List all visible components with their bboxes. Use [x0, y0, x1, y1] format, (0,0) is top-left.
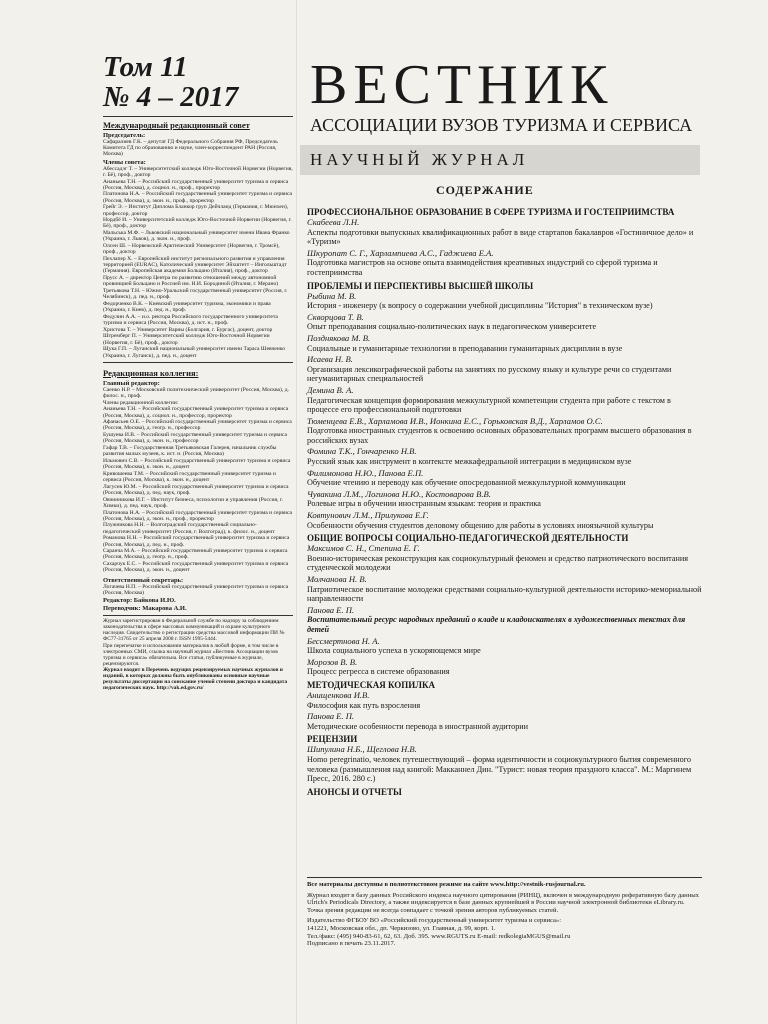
member-entry: Прусс А. – директор Центра по развитию отношений между автономной провинцией Больцано и Россией им. Н.И. Бородиной (Италия, г. Мерано): [103, 275, 279, 288]
toc-article-title: Подготовка магистров на основе опыта взаимодействия креативных индустрий со сферой туризма и гостеприимства: [307, 258, 658, 277]
member-entry: Ананьева Т.Н. – Российский государственный университет туризма и сервиса (Россия, Москва), д. социол. н., профессор, проректор: [103, 406, 289, 419]
member-entry: Платонова Н.А. – Российский государственный университет туризма и сервиса (Россия, Москва), д. экон. н., проф., проректор: [103, 191, 292, 204]
toc-article-title: Военно-историческая реконструкция как социокультурный феномен и средство патриотического воспитания студенческой молодежи: [307, 553, 688, 573]
publisher-line: Издательство ФГБОУ ВО «Российский государственный университет туризма и сервиса»:: [307, 917, 562, 925]
toc-article-title: Homo peregrinatio, человек путешествующий – форма идентичности и социокультурного бытия современного человека (размышления над книгой: Макканнел Дин. "Турист: новая теория праздного класса". М.: Маргинем Пресс, 2016. 280 с.): [307, 754, 692, 784]
member-entry: Абессадэг Т. – Университетский колледж Юго-Восточной Норвегии (Норвегия, г. Бё), проф., доктор: [103, 165, 293, 178]
toc-author: Скабеева Л.Н.: [307, 217, 360, 227]
chief-label: Главный редактор:: [103, 379, 160, 387]
toc-article-title: Особенности обучения студентов деловому общению для работы в условиях иноязычной культуры: [307, 520, 654, 530]
registration-block: [103, 615, 293, 691]
intl-council-list: [103, 166, 293, 359]
registration-text: Журнал зарегистрирован в Федеральной службе по надзору за соблюдением законодательства в сфере массовых коммуникаций и охране культурного наследия. Свидетельство о регистрации средства массовой информации ПИ № ФС77-31765 от 25 апреля 2008 г. ISSN 1995-5444.: [103, 618, 285, 642]
toc-author: Чувакина Л.М., Логинова Н.Ю., Костоварова В.В.: [307, 488, 491, 499]
member-entry: Романова Н.Н. – Российский государственный университет туризма и сервиса (Россия, Москва), д. пед. н., проф.: [103, 535, 290, 548]
toc-author: Панова Е. П.: [307, 604, 355, 615]
column-divider: [296, 0, 297, 1024]
secretary-label: Ответственный секретарь:: [103, 576, 184, 584]
toc-author: Позднякова М. В.: [307, 332, 371, 343]
member-entry: Кривошеева Т.М. – Российский государственный университет туризма и сервиса (Россия, Москва), к. экон. н., доцент: [103, 470, 276, 484]
phone-line: Тел./факс: (495) 940-83-61, 62, 63. Доб. 395. www.RGUTS.ru E-mail: redkolegiaMGUS@mail.ru: [307, 932, 571, 940]
toc-author: Максимов С. Н., Степина Е. Г.: [307, 543, 420, 554]
toc-section-title: ПРОБЛЕМЫ И ПЕРСПЕКТИВЫ ВЫСШЕЙ ШКОЛЫ: [307, 280, 534, 291]
toc-author: Шкуропат С. Г., Харлампиева А.С., Гаджиева Е.А.: [307, 247, 494, 258]
toc-author: Морозов В. В.: [307, 656, 358, 667]
toc-article-title: Воспитательный ресурс народных преданий о кладе и кладоискателях в художественных текстах для детей: [307, 615, 686, 634]
editorial-board-title: Редакционная коллегия:: [103, 367, 199, 378]
secretary-entry: Логачева Н.П. – Российский государственный университет туризма и сервиса (Россия, Москва): [103, 583, 289, 596]
member-entry: Ильмович С.В. – Российский государственный университет туризма и сервиса (Россия, Москва), к. экон. н., доцент: [103, 457, 291, 471]
member-entry: Саранча М.А. – Российский государственный университет туризма и сервиса (Россия, Москва), д. геогр. н., проф.: [103, 548, 288, 561]
toc-author: Скворцова Т. В.: [307, 311, 364, 322]
footer: [307, 873, 702, 948]
member-entry: Платонова Н.А. – Российский государственный университет туризма и сервиса (Россия, Москва), д. экон. н., проф., проректор: [103, 509, 292, 522]
vak-text: Журнал входит в Перечень ведущих рецензируемых научных журналов и изданий, в которых должны быть опубликованы основные научные результаты диссертации на соискание ученой степени доктора и кандидата педагогических наук. http://vak.ed.gov.ru/: [103, 667, 288, 691]
member-entry: Федулин А.А. – и.о. ректора Российского государственного университета туризма и сервиса (Россия, Москва), д. ист. н., проф.: [103, 313, 278, 326]
toc-article-title: Философия как путь взросления: [307, 700, 421, 710]
board-members-label: Члены редакционной коллегии:: [103, 399, 179, 406]
member-entry: Нордбё И. – Университетский колледж Юго-Восточной Норвегии (Норвегия, г. Бё), проф., доктор: [103, 217, 292, 230]
toc-author: Филимонова Н.Ю., Панова Е.П.: [307, 467, 424, 478]
divider: [103, 116, 293, 117]
toc-article-title: Процесс регресса в системе образования: [307, 667, 450, 677]
toc-article-title: Педагогическая концепция формирования межкультурной компетенции студента при работе с текстом в процессе его профессиональной подготовки: [307, 395, 671, 415]
toc-author: Шипулина Н.Б., Щеглова Н.В.: [307, 744, 417, 755]
editorial-board: [103, 362, 293, 612]
member-entry: Пехлапер Х. – Европейский институт регионального развития и управления территорией (EURAC), Католический университет Эйхштетт – Ингольштадт (Германия). Европейская академия Больцано (Италия), проф., доктор: [103, 255, 287, 275]
toc-author: Молчанова Н. В.: [307, 574, 367, 584]
toc-article-title: Патриотическое воспитание молодежи средствами социально-культурной деятельности историко-мемориальной направленности: [307, 584, 702, 604]
toc-author: Бессмертнова Н. А.: [307, 635, 380, 646]
divider: [307, 877, 702, 878]
toc-article-title: История - инженеру (к вопросу о содержании учебной дисциплины "История" в техническом вузе): [307, 301, 653, 311]
translator-line: Переводчик: Макарова А.И.: [103, 605, 187, 612]
contents-heading: СОДЕРЖАНИЕ: [436, 183, 534, 197]
table-of-contents: [307, 204, 702, 798]
members-label: Члены совета:: [103, 158, 146, 166]
toc-article-title: Социальные и гуманитарные технологии в преподавании гуманитарных дисциплин в вузе: [307, 343, 623, 353]
member-entry: Сахарчук Е.С. – Российский государственный университет туризма и сервиса (Россия, Москва), д. экон. н., доцент: [103, 561, 289, 574]
member-entry: Щука Г.П. – Луганский национальный университет имени Тараса Шевченко (Украина, г. Луганск), д. пед. н., доцент: [103, 346, 286, 359]
signed-line: Подписано в печать 23.11.2017.: [307, 940, 396, 948]
member-entry: Христова Т. – Университет Варны (Болгария, г. Бургас), доцент, доктор: [103, 326, 273, 333]
address-line: 141221, Московская обл., дп. Черкизово, ул. Главная, д. 99, корп. 1.: [307, 924, 496, 932]
toc-author: Исаева Н. В.: [307, 354, 353, 365]
member-entry: Федорченко В.К. – Киевский университет туризма, экономики и права (Украина, г. Киев), д. пед. н., проф.: [103, 300, 271, 314]
toc-section-title: АНОНСЫ И ОТЧЕТЫ: [307, 786, 402, 797]
member-entry: Мальська М.Ф. – Львовский национальный университет имени Ивана Франко (Украина, г. Львов), д. экон. н., проф.: [103, 230, 290, 243]
toc-section-title: ПРОФЕССИОНАЛЬНОЕ ОБРАЗОВАНИЕ В СФЕРЕ ТУРИЗМА И ГОСТЕПРИИМСТВА: [307, 207, 675, 217]
toc-article-title: Русский язык как инструмент в контексте межкафедральной интеграции в медицинском вузе: [307, 457, 632, 467]
toc-author: Анищенкова И.В.: [307, 689, 370, 700]
toc-article-title: Опыт преподавания социально-политических наук в педагогическом университете: [307, 322, 597, 332]
member-entry: Третьякова Т.Н. – Южно-Уральский государственный университет (Россия, г. Челябинск), д. пед. н., проф.: [103, 287, 288, 301]
member-entry: Гафар Т.В. – Государственная Третьяковская Галерея, начальник службы развития малых музеев, к. ист. н. (Россия, Москва): [103, 445, 277, 458]
indexing-note: Журнал входит в базу данных Российского индекса научного цитирования (РИНЦ), включен в международную реферативную базу данных Ulrich's Periodicals Directory, а также индексируется в базе данных крупнейшей в России научной электронной библиотеки eLibrary.ru. Точка зрения редакции не всегда совпадает с точкой зрения авторов публикуемых статей.: [307, 891, 699, 914]
volume-label: Том 11: [103, 51, 188, 83]
access-note: Все материалы доступны в полнотекстовом режиме на сайте www.http://vestnik-rusjournal.ru.: [307, 881, 586, 888]
journal-type: НАУЧНЫЙ ЖУРНАЛ: [310, 150, 529, 169]
editor-line: Редактор: Байкова И.Ю.: [103, 597, 176, 604]
toc-section-title: МЕТОДИЧЕСКАЯ КОПИЛКА: [307, 679, 436, 690]
member-entry: Афанасьев О.Е. – Российский государственный университет туризма и сервиса (Россия, Москва), д. геогр. н., профессор: [103, 419, 292, 432]
member-entry: Овчинникова И.Г. – Институт бизнеса, психологии и управления (Россия, г. Химки), д. пед. наук, проф.: [103, 496, 283, 509]
toc-article-title: Обучение чтению и переводу как обучение опосредованной межкультурной коммуникации: [307, 478, 626, 488]
member-entry: Ананьева Т.Н. – Российский государственный университет туризма и сервиса (Россия, Москва), д. социол. н., проф., проректор: [103, 178, 289, 191]
issue-label: № 4 – 2017: [103, 81, 239, 113]
editorial-board-list: [103, 406, 293, 573]
toc-author: Фомина Т.К., Гончаренко Н.В.: [307, 446, 417, 457]
chief-entry: Саенко Н.Р. – Московский политехнический университет (Россия, Москва), д. филос. н., проф.: [103, 386, 289, 399]
toc-article-title: Аспекты подготовки выпускных квалификационных работ в виде стартапов бакалавров «Гостиничное дело» и «Туризм»: [307, 227, 694, 247]
toc-author: Демина В. А.: [307, 384, 354, 395]
member-entry: Бушуева И.В. – Российский государственный университет туризма и сервиса (Россия, Москва), д. экон. н., профессор: [103, 432, 287, 445]
member-entry: Лагусев Ю.М. – Российский государственный университет туризма и сервиса (Россия, Москва), д. пед. наук, проф.: [103, 483, 289, 496]
chair-entry: Сафаралиев Г.К. – депутат ГД Федерального Собрания РФ, Председатель Комитета ГД по образованию и науке, член-корреспондент РАН (Россия, Москва): [103, 139, 278, 158]
toc-author: Тюменцева Е.В., Харламова И.В., Ионкина Е.С., Горьковская В.Д., Харламов О.С.: [307, 415, 603, 426]
member-entry: Штремберг П. – Университетский колледж Юго-Восточной Норвегии (Норвегия, г. Бё), проф., доктор: [103, 333, 270, 346]
journal-subtitle: АССОЦИАЦИИ ВУЗОВ ТУРИЗМА И СЕРВИСА: [310, 115, 693, 135]
toc-author: Ковтунович Л.М., Прилукова Е.Г.: [307, 510, 429, 521]
member-entry: Олсен Ш. – Норвежский Арктический Университет (Норвегия, г. Тромсё), проф., доктор: [103, 243, 280, 256]
toc-article-title: Методические особенности перевода в иностранной аудитории: [307, 721, 529, 731]
toc-article-title: Организация лексикографической работы на занятиях по русскому языку и культуре речи со студентами негуманитарных специальностей: [307, 364, 672, 384]
toc-article-title: Ролевые игры в обучении иностранным языкам: теория и практика: [307, 499, 541, 509]
member-entry: Плужникова Н.Н. – Волгоградский государственный социально-педагогический университет (Россия, г. Волгоград), к. филос. н., доцент: [103, 522, 275, 535]
journal-title: ВЕСТНИК: [310, 54, 614, 116]
toc-section-title: ОБЩИЕ ВОПРОСЫ СОЦИАЛЬНО-ПЕДАГОГИЧЕСКОЙ ДЕЯТЕЛЬНОСТИ: [307, 533, 629, 544]
toc-author: Рыбина М. В.: [307, 290, 357, 301]
intl-council-title: Международный редакционный совет: [103, 120, 250, 130]
toc-author: Панова Е. П.: [307, 711, 355, 722]
toc-article-title: Подготовка иностранных студентов к освоению основных образовательных программ высшего образования в российских вузах: [307, 426, 692, 445]
toc-section-title: РЕЦЕНЗИИ: [307, 734, 358, 745]
reprint-text: При перепечатке и использовании материалов в любой форме, в том числе в электронных СМИ, ссылка на научный журнал «Вестник Ассоциации вузов туризма и сервиса» обязательна. Все статьи, публикуемые в журнале, рецензируются.: [103, 642, 279, 667]
toc-article-title: Школа социального успеха в ускоряющемся мире: [307, 646, 481, 656]
member-entry: Грейг Э. – Институт Диплома Бланкор груп Дейчланд (Германия, г. Мюнхен), профессор, доктор: [103, 204, 289, 217]
left-column: [103, 52, 293, 692]
chair-label: Председатель:: [103, 132, 146, 139]
